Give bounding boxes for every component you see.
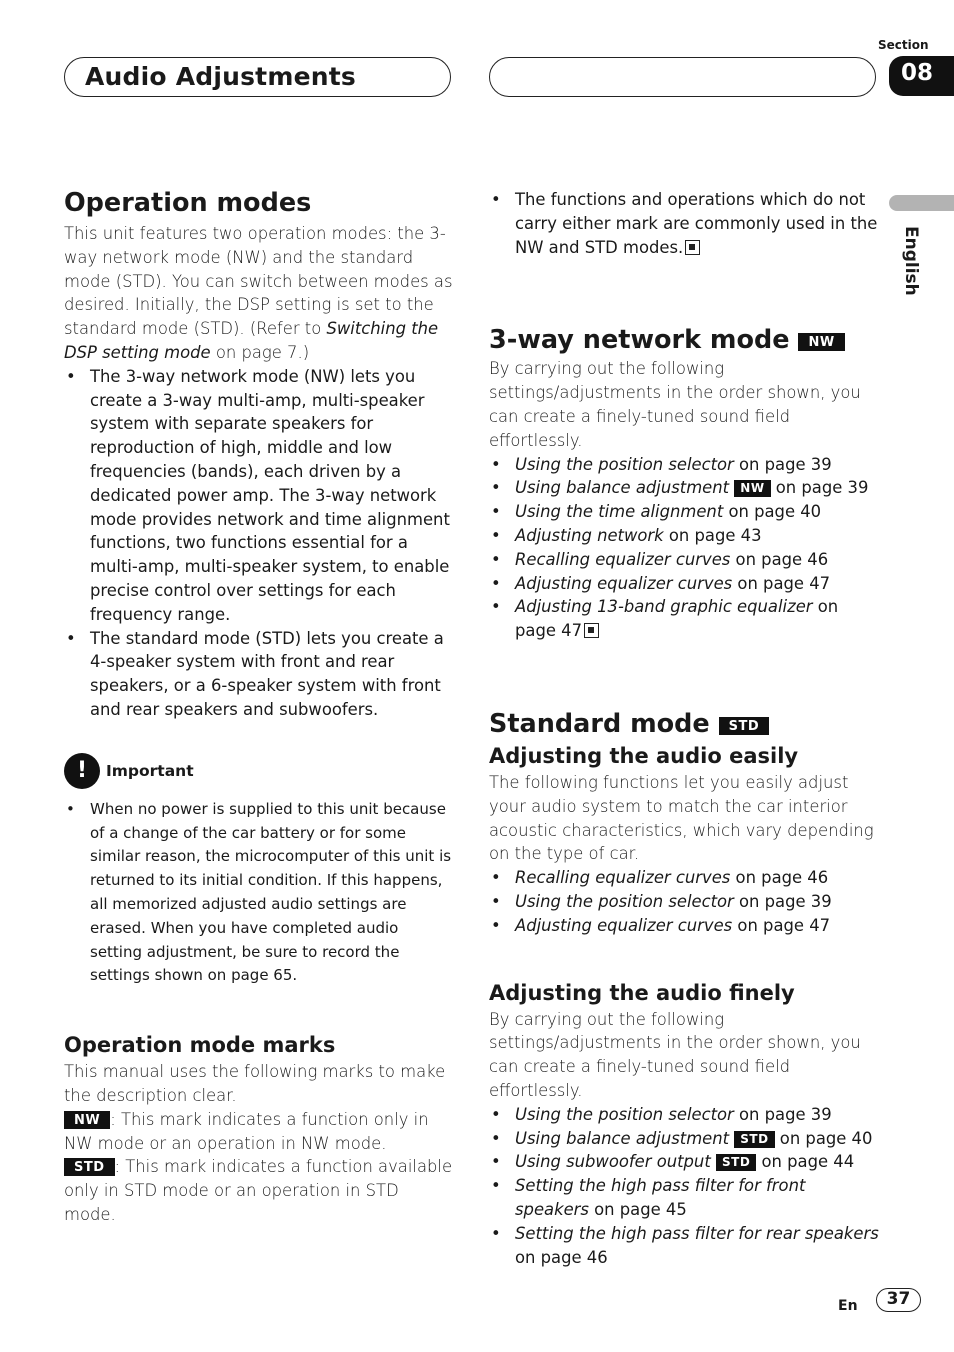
list-item: • Adjusting network on page 43 xyxy=(489,524,881,548)
std-mark-icon: STD xyxy=(716,1154,756,1171)
mode-marks-heading: Operation mode marks xyxy=(64,1033,336,1058)
standard-mode-heading: Standard mode STD xyxy=(489,707,881,741)
adjusting-easily-intro: The following functions let you easily adjust your audio system to match the car interior acoustic characteristics, which vary depending on the type of car. xyxy=(489,772,874,864)
important-label: Important xyxy=(106,761,194,780)
switching-dsp-link[interactable]: Switching the DSP setting mode xyxy=(64,319,439,362)
header-title-bar xyxy=(64,57,451,97)
adjusting-finely-intro: By carrying out the following settings/adjustments in the order shown, you can create a finely-tuned sound field effortlessly. xyxy=(489,1009,861,1100)
operation-modes-heading: Operation modes xyxy=(64,188,312,218)
balance-adjustment-link[interactable]: Using balance adjustment xyxy=(515,1128,730,1148)
operation-modes-list xyxy=(64,365,454,722)
std-mark-icon: STD xyxy=(64,1158,115,1176)
list-item: • The standard mode (STD) lets you create a 4-speaker system with front and rear speakers, or a 6-speaker system with front and rear speakers and subwoofers. xyxy=(64,627,454,722)
left-column xyxy=(64,186,454,1227)
end-mark-icon xyxy=(685,240,700,255)
list-item: • Adjusting equalizer curves on page 47 xyxy=(489,914,881,938)
important-icon: ! xyxy=(64,753,100,789)
adjusting-network-link[interactable]: Adjusting network xyxy=(515,525,664,545)
common-mark-list xyxy=(489,188,881,259)
network-mode-list xyxy=(489,453,881,643)
important-list xyxy=(64,798,454,988)
list-item: • When no power is supplied to this unit because of a change of the car battery or for some similar reason, the microcomputer of this unit is returned to its initial condition. If this happens, all memorized adjusted audio settings are erased. When you have completed audio setting adjustment, be sure to record the settings shown on page 65. xyxy=(64,798,454,988)
adjusting-finely-list xyxy=(489,1103,881,1270)
adjusting-easily-heading: Adjusting the audio easily xyxy=(489,743,799,768)
position-selector-link[interactable]: Using the position selector xyxy=(515,891,734,911)
list-item: • Using the position selector on page 39 xyxy=(489,453,881,477)
position-selector-link[interactable]: Using the position selector xyxy=(515,1104,734,1124)
list-item: • The 3-way network mode (NW) lets you create a 3-way multi-amp, multi-speaker system with separate speakers for reproduction of high, middle and low frequencies (bands), each driven by a dedicated power amp. The 3-way network mode provides network and time alignment functions, two functions essential for a multi-amp, multi-speaker system, to enable precise control over settings for each frequency range. xyxy=(64,365,454,627)
operation-modes-intro: This unit features two operation modes: the 3-way network mode (NW) and the standard mode (STD). You can switch between modes as desired. Initially, the DSP setting is set to the standard mode (STD). (Refer to Switching the DSP setting mode on page 7.) xyxy=(64,224,453,362)
hpf-rear-link[interactable]: Setting the high pass filter for rear speakers xyxy=(515,1223,879,1243)
network-mode-heading: 3-way network mode NW xyxy=(489,323,881,357)
adjusting-easily-list xyxy=(489,866,881,937)
end-mark-icon xyxy=(584,623,599,638)
network-mode-intro: By carrying out the following settings/adjustments in the order shown, you can create a finely-tuned sound field effortlessly. xyxy=(489,359,861,450)
list-item: • The functions and operations which do not carry either mark are commonly used in the NW and STD modes. xyxy=(489,188,881,259)
nw-mark-description: NW : This mark indicates a function only in NW mode or an operation in NW mode. xyxy=(64,1109,429,1153)
subwoofer-output-link[interactable]: Using subwoofer output xyxy=(515,1152,711,1172)
list-item: • Adjusting equalizer curves on page 47 xyxy=(489,572,881,596)
section-label: Section xyxy=(878,38,929,52)
position-selector-link[interactable]: Using the position selector xyxy=(515,454,734,474)
list-item: • Setting the high pass filter for front speakers on page 45 xyxy=(489,1174,881,1222)
list-item: • Using the position selector on page 39 xyxy=(489,890,881,914)
hpf-front-link[interactable]: Setting the high pass filter for front speakers xyxy=(515,1176,806,1219)
nw-mark-icon: NW xyxy=(798,333,844,351)
important-notice xyxy=(64,753,454,789)
nw-mark-icon: NW xyxy=(64,1111,110,1129)
adjusting-finely-heading: Adjusting the audio finely xyxy=(489,980,795,1005)
list-item: • Recalling equalizer curves on page 46 xyxy=(489,866,881,890)
adjusting-eq-link[interactable]: Adjusting equalizer curves xyxy=(515,915,733,935)
right-column xyxy=(489,186,881,1269)
std-mark-description: STD : This mark indicates a function available only in STD mode or an operation in STD mode. xyxy=(64,1157,453,1224)
list-item: • Using balance adjustment NW on page 39 xyxy=(489,476,881,500)
list-item: • Adjusting 13-band graphic equalizer on page 47 xyxy=(489,595,881,643)
thumb-tab xyxy=(889,195,954,211)
list-item: • Setting the high pass filter for rear speakers on page 46 xyxy=(489,1222,881,1270)
list-item: • Recalling equalizer curves on page 46 xyxy=(489,548,881,572)
nw-mark-icon: NW xyxy=(734,480,770,497)
page-number: 37 xyxy=(876,1288,921,1312)
chapter-title: Audio Adjustments xyxy=(85,62,356,91)
header-blank-bar xyxy=(489,57,876,97)
list-item: • Using the position selector on page 39 xyxy=(489,1103,881,1127)
list-item: • Using subwoofer output STD on page 44 xyxy=(489,1150,881,1174)
time-alignment-link[interactable]: Using the time alignment xyxy=(515,502,724,522)
adjusting-eq-link[interactable]: Adjusting equalizer curves xyxy=(515,573,733,593)
list-item: • Using balance adjustment STD on page 40 xyxy=(489,1127,881,1151)
std-mark-icon: STD xyxy=(719,717,770,735)
recalling-eq-link[interactable]: Recalling equalizer curves xyxy=(515,549,731,569)
graphic-eq-link[interactable]: Adjusting 13-band graphic equalizer xyxy=(515,597,813,617)
std-mark-icon: STD xyxy=(734,1131,774,1148)
recalling-eq-link[interactable]: Recalling equalizer curves xyxy=(515,868,731,888)
section-number: 08 xyxy=(889,56,954,96)
language-tab: English xyxy=(901,226,921,296)
footer-language: En xyxy=(838,1298,858,1314)
mode-marks-intro: This manual uses the following marks to make the description clear. xyxy=(64,1062,446,1105)
balance-adjustment-link[interactable]: Using balance adjustment xyxy=(515,478,730,498)
list-item: • Using the time alignment on page 40 xyxy=(489,500,881,524)
